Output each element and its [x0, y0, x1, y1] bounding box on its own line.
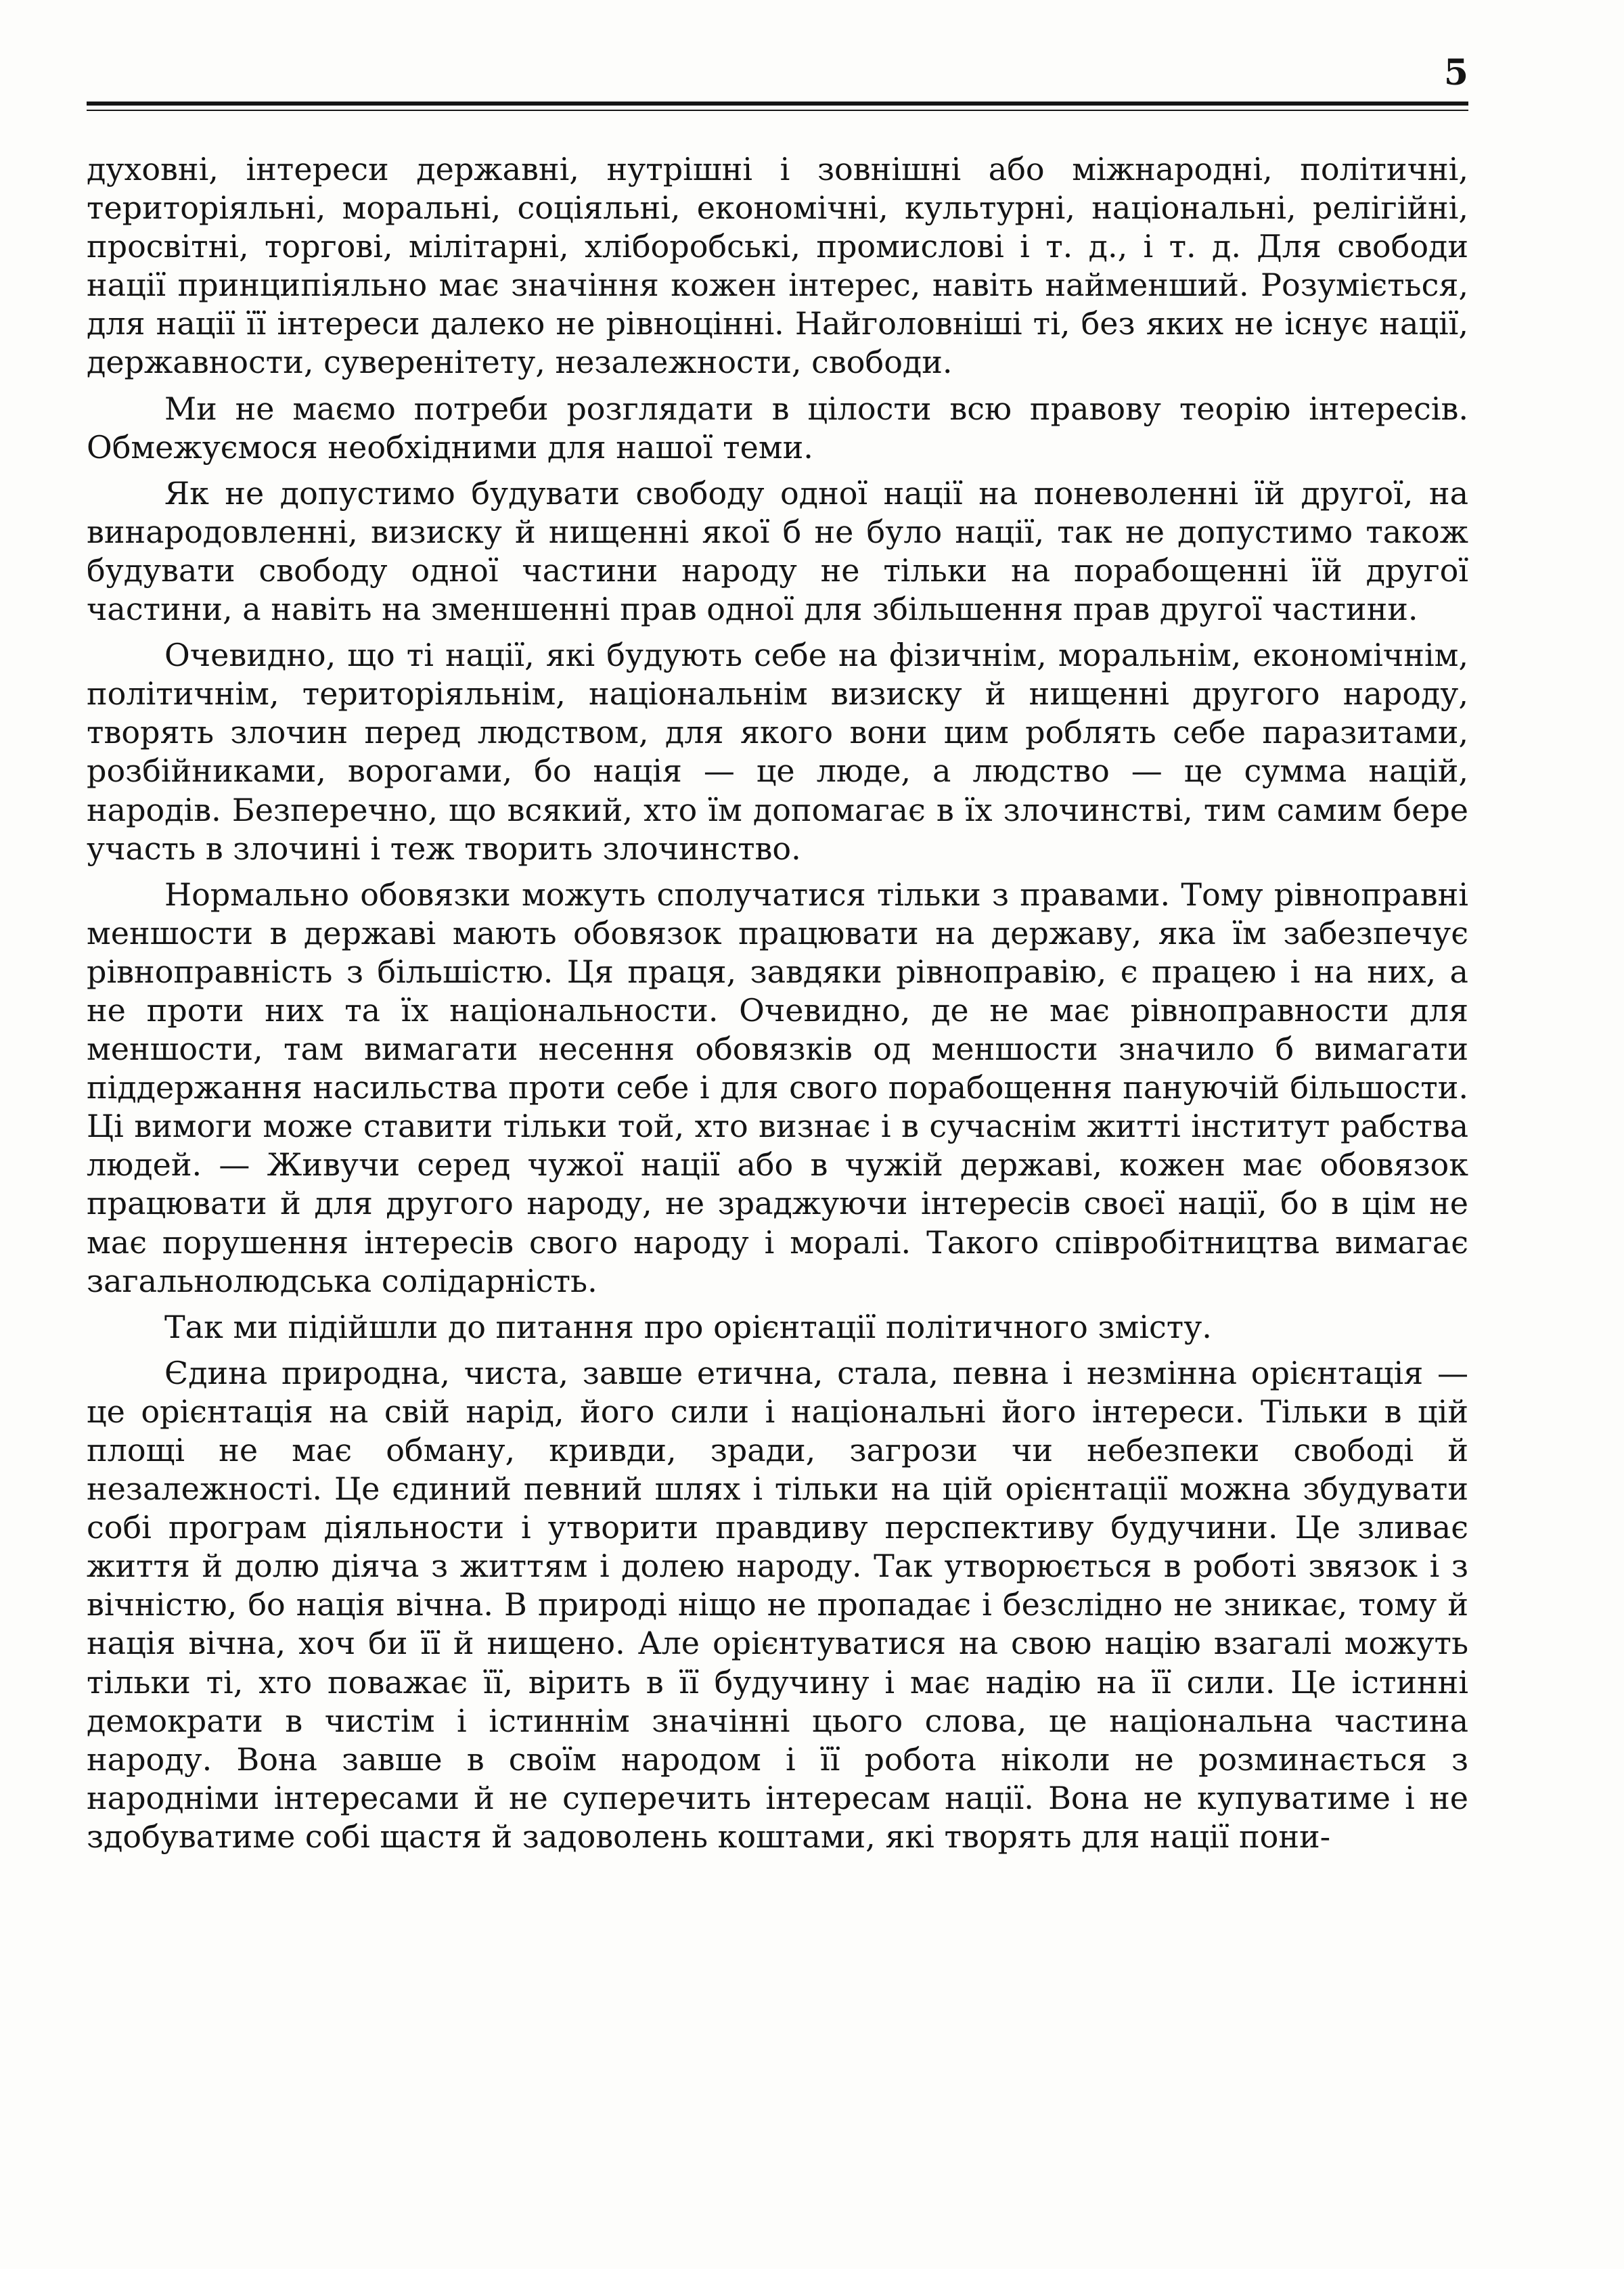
paragraph: Як не допустимо будувати свободу одної нації на поневоленні їй другої, на винародовленні, визиску й нищенні якої б не було нації, так не допустимо також будувати свободу одної частини народу не тільки на порабощенні їй другої частини, а навіть на зменшенні прав одної для збільшення прав другої частини. — [87, 474, 1468, 628]
paragraph: Єдина природна, чиста, завше етична, стала, певна і незмінна орієнтація — це орієнтація на свій нарід, його сили і національні його інтереси. Тільки в цій площі не має обману, кривди, зради, загрози чи небезпеки свободі й незалежності. Це єдиний певний шлях і тільки на цій орієнтації можна збудувати собі програм діяльности і утворити правдиву перспективу будучини. Це зливає життя й долю діяча з життям і долею народу. Так утворюється в роботі звязок і з вічністю, бо нація вічна. В природі ніщо не пропадає і безслідно не зникає, тому й нація вічна, хоч би її й нищено. Але орієнтуватися на свою націю взагалі можуть тільки ті, хто поважає її, вірить в її будучину і має надію на її сили. Це істинні демократи в чистім і істиннім значінні цього слова, це національна частина народу. Вона завше в своїм народом і її робота ніколи не розминається з народніми інтересами й не суперечить інтересам нації. Вона не купуватиме і не здобуватиме собі щастя й задоволень коштами, які творять для нації пони- — [87, 1354, 1468, 1855]
paragraph: Так ми підійшли до питання про орієнтації політичного змісту. — [164, 1308, 1212, 1345]
paragraph: Очевидно, що ті нації, які будують себе на фізичнім, моральнім, економічнім, політичнім, територіяльнім, національнім визиску й нищенні другого народу, творять злочин перед людством, для якого вони цим роблять себе паразитами, розбійниками, ворогами, бо нація — це люде, а людство — це сумма націй, народів. Безперечно, що всякий, хто їм допомагає в їх злочинстві, тим самим бере участь в злочині і теж творить злочинство. — [87, 637, 1468, 867]
paragraph: Ми не маємо потреби розглядати в цілости всю правову теорію інтересів. Обмежуємося необхідними для нашої теми. — [87, 390, 1468, 466]
header-rule-thick — [87, 102, 1468, 106]
paragraph: Нормально обовязки можуть сполучатися тільки з правами. Тому рівноправні меншости в державі мають обовязок працювати на державу, яка їм забезпечує рівноправність з більшістю. Ця праця, завдяки рівноправію, є працею і на них, а не проти них та їх національности. Очевидно, де не має рівноправности для меншости, там вимагати несення обовязків од меншости значило б вимагати піддержання насильства проти себе і для свого порабощення пануючій більшости. Ці вимоги може ставити тільки той, хто визнає і в сучаснім житті інститут рабства людей. — Живучи серед чужої нації або в чужій державі, кожен має обовязок працювати й для другого народу, не зраджуючи інтересів своєї нації, бо в цім не має порушення інтересів свого народу і моралі. Такого співробітництва вимагає загальнолюдська солідарність. — [87, 876, 1468, 1299]
paragraph-continued: духовні, інтереси державні, нутрішні і зовнішні або міжнародні, політичні, територіяльні, моральні, соціяльні, економічні, культурні, національні, релігійні, просвітні, торгові, мілітарні, хліборобські, промислові і т. д., і т. д. Для свободи нації принципіяльно має значіння кожен інтерес, навіть найменший. Розуміється, для нації її інтереси далеко не рівноцінні. Найголовніші ті, без яких не існує нації, державности, суверенітету, незалежности, свободи. — [87, 151, 1468, 381]
header-rule-thin — [87, 110, 1468, 111]
body-text — [87, 150, 1468, 1864]
page-number: 5 — [1443, 52, 1468, 93]
